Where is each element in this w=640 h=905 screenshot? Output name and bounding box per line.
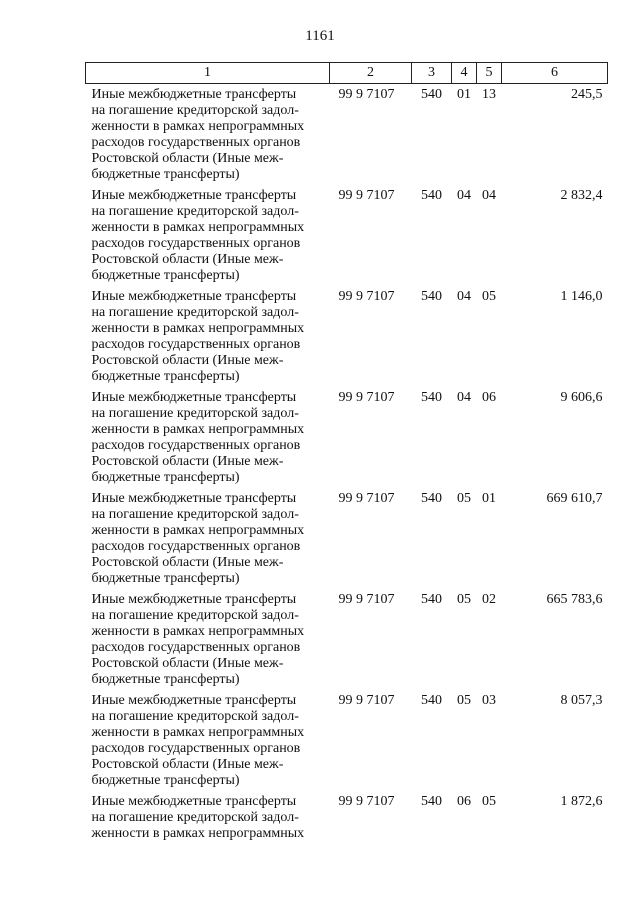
cell-code: 99 9 7107	[338, 87, 395, 102]
cell-subsection: 05	[482, 793, 496, 809]
cell-amount: 669 610,7	[546, 490, 603, 506]
cell-section: 04	[457, 187, 471, 203]
cell-section: 05	[457, 692, 471, 708]
cell-name-line: на погашение кредиторской задол-	[91, 506, 299, 522]
cell-section: 05	[457, 490, 471, 506]
cell-name-line: расходов государственных органов	[91, 639, 301, 655]
cell-code: 99 9 7107	[338, 288, 395, 304]
cell-name-line: расходов государственных органов	[91, 235, 301, 251]
cell-name-line: бюджетные трансферты)	[91, 368, 240, 384]
header-col-1: 1	[86, 63, 330, 84]
cell-name-line: расходов государственных органов	[91, 336, 301, 352]
cell-name-line: Иные межбюджетные трансферты	[91, 288, 297, 304]
cell-name-line: Ростовской области (Иные меж-	[91, 151, 284, 166]
cell-code: 99 9 7107	[338, 793, 395, 809]
cell-name-line: женности в рамках непрограммных	[91, 119, 305, 134]
page-number: 1161	[305, 28, 335, 44]
cell-code: 99 9 7107	[338, 187, 395, 203]
cell-name-line: бюджетные трансферты)	[91, 267, 240, 283]
cell-name	[86, 387, 330, 488]
cell-code: 99 9 7107	[338, 490, 395, 506]
cell-name-line: на погашение кредиторской задол-	[91, 607, 299, 623]
cell-name	[86, 488, 330, 589]
cell-name-line: на погашение кредиторской задол-	[91, 203, 299, 219]
cell-subsection: 13	[482, 87, 496, 102]
cell-name-line: Иные межбюджетные трансферты	[91, 692, 297, 708]
cell-code: 99 9 7107	[338, 692, 395, 708]
cell-subsection: 01	[482, 490, 496, 506]
cell-name-line: Иные межбюджетные трансферты	[91, 490, 297, 506]
cell-expense-type: 540	[421, 389, 442, 405]
cell-expense-type: 540	[421, 288, 442, 304]
cell-amount: 9 606,6	[560, 389, 603, 405]
cell-name-line: на погашение кредиторской задол-	[91, 103, 299, 118]
cell-expense-type: 540	[421, 490, 442, 506]
table-row	[86, 690, 608, 791]
cell-name-line: бюджетные трансферты)	[91, 469, 240, 485]
cell-expense-type: 540	[421, 87, 442, 102]
cell-name-line: бюджетные трансферты)	[91, 772, 240, 788]
cell-name-line: Иные межбюджетные трансферты	[91, 389, 297, 405]
table-row	[86, 488, 608, 589]
header-col-5: 5	[477, 63, 502, 84]
cell-amount: 8 057,3	[560, 692, 603, 708]
header-col-6: 6	[502, 63, 608, 84]
cell-name	[86, 84, 330, 185]
cell-name	[86, 286, 330, 387]
table-row	[86, 185, 608, 286]
cell-name-line: женности в рамках непрограммных	[91, 219, 305, 235]
cell-name-line: Иные межбюджетные трансферты	[91, 793, 297, 809]
cell-name-line: бюджетные трансферты)	[91, 570, 240, 586]
table-row	[86, 84, 608, 185]
cell-expense-type: 540	[421, 793, 442, 809]
cell-expense-type: 540	[421, 591, 442, 607]
cell-name-line: женности в рамках непрограммных	[91, 421, 305, 437]
cell-expense-type: 540	[421, 187, 442, 203]
table-row	[86, 387, 608, 488]
cell-name-line: на погашение кредиторской задол-	[91, 405, 299, 421]
cell-name-line: Иные межбюджетные трансферты	[91, 187, 297, 203]
cell-name-line: Ростовской области (Иные меж-	[91, 352, 284, 368]
cell-section: 01	[457, 87, 471, 102]
cell-name-line: женности в рамках непрограммных	[91, 825, 305, 841]
cell-name-line: на погашение кредиторской задол-	[91, 809, 299, 825]
cell-name-line: бюджетные трансферты)	[91, 671, 240, 687]
cell-name-line: Ростовской области (Иные меж-	[91, 251, 284, 267]
cell-code: 99 9 7107	[338, 389, 395, 405]
cell-expense-type: 540	[421, 692, 442, 708]
header-col-2: 2	[330, 63, 412, 84]
cell-section: 05	[457, 591, 471, 607]
budget-table	[85, 62, 608, 851]
table-body	[86, 84, 608, 851]
cell-amount: 1 872,6	[560, 793, 603, 809]
cell-amount: 245,5	[571, 87, 603, 102]
cell-section: 06	[457, 793, 471, 809]
cell-name-line: бюджетные трансферты)	[91, 167, 240, 182]
cell-name-line: расходов государственных органов	[91, 437, 301, 453]
cell-name-line: женности в рамках непрограммных	[91, 320, 305, 336]
cell-name-line: женности в рамках непрограммных	[91, 724, 305, 740]
cell-name-line: Иные межбюджетные трансферты	[91, 87, 297, 102]
cell-name	[86, 589, 330, 690]
cell-name	[86, 185, 330, 286]
table-header	[86, 63, 608, 84]
cell-subsection: 06	[482, 389, 496, 405]
cell-name-line: расходов государственных органов	[91, 538, 301, 554]
cell-code: 99 9 7107	[338, 591, 395, 607]
cell-name-line: Иные межбюджетные трансферты	[91, 591, 297, 607]
cell-name-line: Ростовской области (Иные меж-	[91, 554, 284, 570]
cell-name-line: женности в рамках непрограммных	[91, 522, 305, 538]
cell-name	[86, 690, 330, 791]
cell-subsection: 05	[482, 288, 496, 304]
cell-subsection: 02	[482, 591, 496, 607]
table-row	[86, 589, 608, 690]
cell-name	[86, 791, 330, 851]
cell-name-line: на погашение кредиторской задол-	[91, 708, 299, 724]
cell-section: 04	[457, 389, 471, 405]
cell-section: 04	[457, 288, 471, 304]
cell-name-line: Ростовской области (Иные меж-	[91, 756, 284, 772]
cell-amount: 2 832,4	[560, 187, 603, 203]
cell-subsection: 03	[482, 692, 496, 708]
cell-subsection: 04	[482, 187, 496, 203]
header-col-4: 4	[452, 63, 477, 84]
cell-name-line: Ростовской области (Иные меж-	[91, 453, 284, 469]
cell-amount: 1 146,0	[560, 288, 603, 304]
cell-name-line: Ростовской области (Иные меж-	[91, 655, 284, 671]
cell-name-line: на погашение кредиторской задол-	[91, 304, 299, 320]
header-row	[86, 63, 608, 84]
table-row	[86, 791, 608, 851]
cell-name-line: расходов государственных органов	[91, 135, 301, 150]
table-row	[86, 286, 608, 387]
cell-amount: 665 783,6	[546, 591, 603, 607]
header-col-3: 3	[412, 63, 452, 84]
cell-name-line: расходов государственных органов	[91, 740, 301, 756]
cell-name-line: женности в рамках непрограммных	[91, 623, 305, 639]
